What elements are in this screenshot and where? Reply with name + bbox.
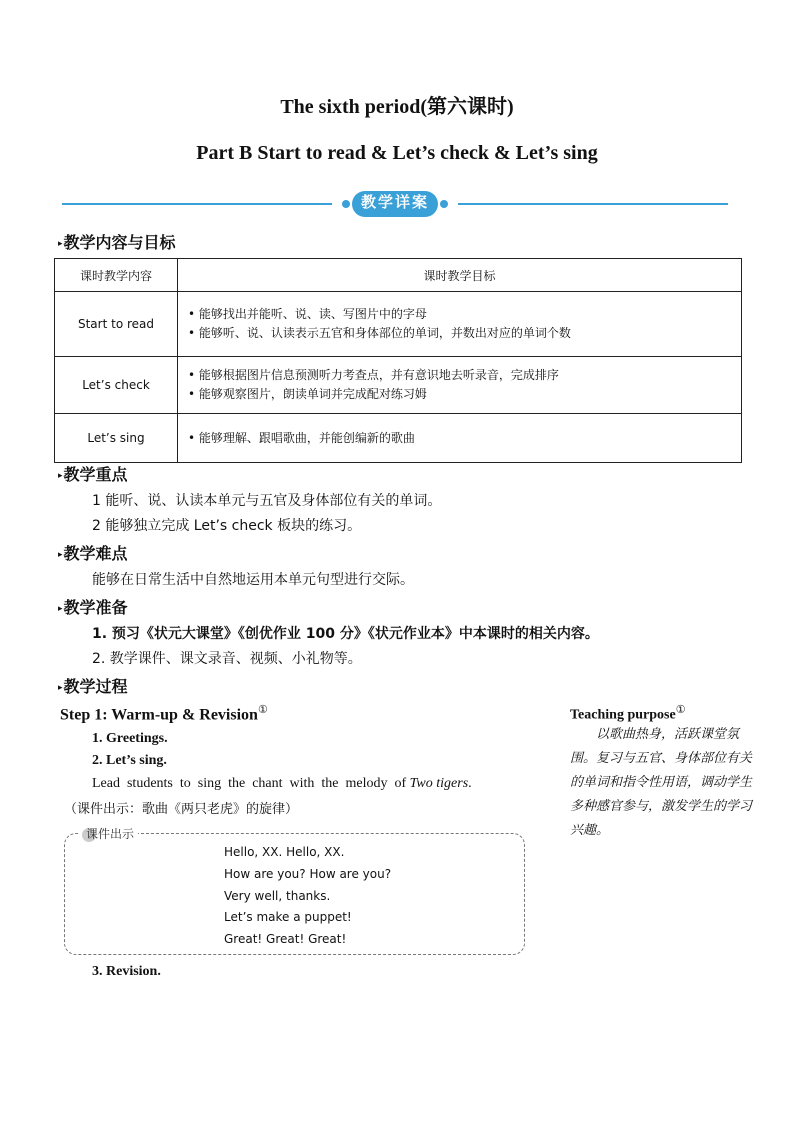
step1-item: 2. Let’s sing. xyxy=(92,753,167,768)
preparation-item: 1. 预习《状元大课堂》《创优作业 100 分》《状元作业本》中本课时的相关内容。 xyxy=(92,626,599,642)
preparation-item: 2. 教学课件、课文录音、视频、小礼物等。 xyxy=(92,651,362,667)
goal-line: • 能够根据图片信息预测听力考查点，并有意识地去听录音，完成排序 xyxy=(188,368,559,382)
song-line: Hello, XX. Hello, XX. xyxy=(224,845,345,859)
song-line: Great! Great! Great! xyxy=(224,932,347,946)
section-heading-text: 教学过程 xyxy=(63,677,128,696)
triangle-bullet-icon: ▸ xyxy=(58,549,63,560)
section-heading-content-goals xyxy=(58,230,176,253)
table-row xyxy=(55,414,742,463)
section-heading-process xyxy=(58,674,128,697)
table-header-cell: 课时教学目标 xyxy=(178,259,742,292)
section-heading-difficulties xyxy=(58,541,128,564)
step1-heading xyxy=(60,703,268,724)
goal-line: • 能够找出并能听、说、读、写图片中的字母 xyxy=(188,307,427,321)
step1-title: Step 1: Warm-up & Revision xyxy=(60,706,258,724)
song-line: Very well, thanks. xyxy=(224,889,331,903)
page-title: The sixth period(第六课时) xyxy=(280,96,514,118)
section-heading-preparation xyxy=(58,595,128,618)
key-point-item: 2 能够独立完成 Let’s check 板块的练习。 xyxy=(92,518,362,534)
courseware-note: （课件出示：歌曲《两只老虎》的旋律） xyxy=(64,802,299,817)
teaching-purpose-title xyxy=(570,703,686,724)
lead-period: . xyxy=(468,776,472,791)
table-cell-content: Let’s sing xyxy=(55,414,178,463)
banner-label: 教学详案 xyxy=(360,193,429,211)
teaching-purpose-label: Teaching purpose xyxy=(570,707,676,723)
table-row xyxy=(55,357,742,414)
step1-item: 3. Revision. xyxy=(92,964,161,979)
section-banner xyxy=(62,188,728,222)
section-heading-text: 教学重点 xyxy=(63,465,128,484)
section-heading-text: 教学内容与目标 xyxy=(63,233,176,252)
song-line: Let’s make a puppet! xyxy=(224,910,352,924)
teaching-purpose-text: 以歌曲热身，活跃课堂氛围。复习与五官、身体部位有关的单词和指令性用语，调动学生多种感官参与，激发学生的学习兴趣。 xyxy=(570,727,753,838)
footnote-mark: ① xyxy=(675,704,686,716)
table-row xyxy=(55,292,742,357)
table-cell-goals xyxy=(178,292,742,357)
table-cell-content: Let’s check xyxy=(55,357,178,414)
step1-item: 1. Greetings. xyxy=(92,731,168,746)
song-title: Two tigers xyxy=(409,776,469,791)
section-heading-text: 教学难点 xyxy=(63,544,128,563)
box-label-text: 课件出示 xyxy=(86,827,135,841)
lead-paragraph-line xyxy=(92,776,528,792)
triangle-bullet-icon: ▸ xyxy=(58,603,63,614)
banner-line-right xyxy=(458,203,728,205)
table-header-cell: 课时教学内容 xyxy=(55,259,178,292)
table-cell-content: Start to read xyxy=(55,292,178,357)
footnote-mark: ① xyxy=(257,704,268,716)
song-line: How are you? How are you? xyxy=(224,867,392,881)
courseware-box-label xyxy=(78,825,138,842)
objectives-table xyxy=(54,258,742,463)
banner-line-left xyxy=(62,203,332,205)
lead-text: Lead students to sing the chant with the melody of xyxy=(92,776,410,791)
goal-line: • 能够理解、跟唱歌曲，并能创编新的歌曲 xyxy=(188,430,415,445)
section-heading-text: 教学准备 xyxy=(63,598,128,617)
triangle-bullet-icon: ▸ xyxy=(58,470,63,481)
triangle-bullet-icon: ▸ xyxy=(58,238,63,249)
goal-line: • 能够观察图片，朗读单词并完成配对练习姆 xyxy=(188,387,427,401)
triangle-bullet-icon: ▸ xyxy=(58,682,63,693)
page-subtitle: Part B Start to read & Let’s check & Let’s sing xyxy=(196,142,598,164)
table-header-row xyxy=(55,259,742,292)
difficulty-text: 能够在日常生活中自然地运用本单元句型进行交际。 xyxy=(92,572,414,588)
key-point-item: 1 能听、说、认读本单元与五官及身体部位有关的单词。 xyxy=(92,493,442,509)
section-heading-key-points xyxy=(58,462,128,485)
table-cell-goals xyxy=(178,357,742,414)
goal-line: • 能够听、说、认读表示五官和身体部位的单词，并数出对应的单词个数 xyxy=(188,326,571,340)
table-cell-goals xyxy=(178,414,742,463)
